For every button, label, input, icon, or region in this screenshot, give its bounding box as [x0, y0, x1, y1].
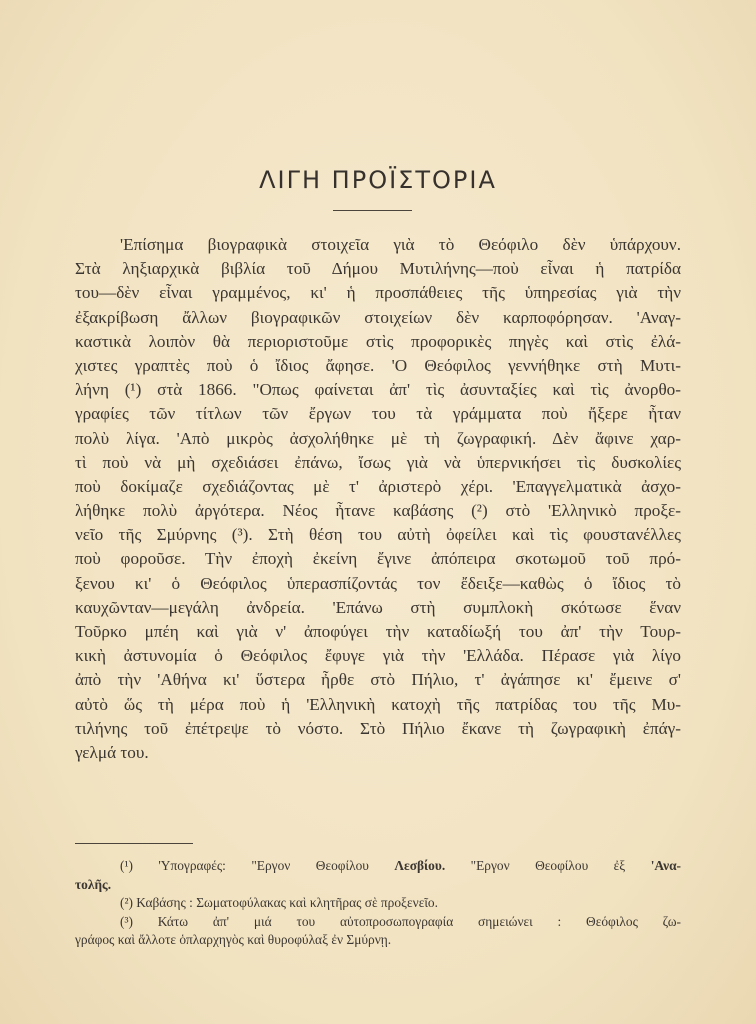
body-line: καυχῶνταν—μεγάλη ἀνδρεία. 'Επάνω στὴ συμπλοκὴ σκότωσε ἕναν — [75, 597, 681, 617]
footnote-divider — [75, 843, 193, 844]
footnote-3: (³) Κάτω ἀπ' μιά του αὐτοπροσωπογραφία σημειώνει : Θεόφιλος ζω- — [120, 913, 681, 929]
body-line: τὶ ποὺ νὰ μὴ σχεδιάσει ἐπάνω, ἴσως γιὰ νὰ ὑπερνικήσει τὶς δυσκολίες — [75, 452, 681, 472]
title-divider — [333, 210, 412, 211]
body-line: λήθηκε πολὺ ἀργότερα. Νέος ἦτανε καβάσης (²) στὸ 'Ελληνικὸ προξε- — [75, 501, 681, 521]
footnotes — [75, 857, 681, 950]
body-line: πολὺ λίγα. 'Απὸ μικρὸς ἀσχολήθηκε μὲ τὴ ζωγραφική. Δὲν ἄφινε χαρ- — [75, 428, 681, 448]
body-text — [75, 233, 681, 765]
body-line: κικὴ ἀστυνομία ὁ Θεόφιλος ἔφυγε γιὰ τὴν 'Ελλάδα. Πέρασε γιὰ λίγο — [75, 646, 681, 666]
body-line: ἀπὸ τὴν 'Αθήνα κι' ὕστερα ἦρθε στὸ Πήλιο, τ' ἀγάπησε κι' ἔμεινε σ' — [75, 670, 681, 690]
body-line: νεῖο τῆς Σμύρνης (³). Στὴ θέση του αὐτὴ ὀφείλει καὶ τὶς φουστανέλλες — [75, 525, 681, 545]
footnote-1-cont: τολῆς. — [75, 876, 112, 892]
footnote-1: (¹) 'Υπογραφές: "Εργον Θεοφίλου Λεσβίου. "Εργον Θεοφίλου ἐξ 'Ανα- — [120, 858, 682, 873]
body-line: 'Επίσημα βιογραφικὰ στοιχεῖα γιὰ τὸ Θεόφιλο δὲν ὑπάρχουν. — [120, 235, 681, 254]
body-line: ποὺ φοροῦσε. Τὴν ἐποχὴ ἐκείνη ἔγινε ἀπόπειρα σκοτωμοῦ τοῦ πρό- — [75, 549, 681, 569]
body-line: ξενου κι' ὁ Θεόφιλος ὑπερασπίζοντάς τον ἔδειξε—καθὼς ὁ ἴδιος τὸ — [75, 573, 681, 593]
body-line: του—δὲν εἶναι γραμμένος, κι' ἡ προσπάθειες τῆς ὑπηρεσίας γιὰ τὴν — [75, 283, 681, 303]
body-line: γελμά του. — [75, 742, 149, 762]
body-line: ἐξακρίβωση ἄλλων βιογραφικῶν στοιχείων δὲν καρποφόρησαν. 'Αναγ- — [75, 307, 681, 327]
body-line: γραφίες τῶν τίτλων τῶν ἔργων του τὰ γράμματα ποὺ ἤξερε ἦταν — [75, 404, 681, 424]
chapter-title: ΛΙΓΗ ΠΡΟΪΣΤΟΡΙΑ — [259, 166, 497, 194]
body-line: Τοῦρκο μπέη καὶ γιὰ ν' ἀποφύγει τὴν καταδίωξή του ἀπ' τὴν Τουρ- — [75, 622, 681, 641]
body-line: Στὰ ληξιαρχικὰ βιβλία τοῦ Δήμου Μυτιλήνης—ποὺ εἶναι ἡ πατρίδα — [75, 259, 681, 279]
body-line: καστικὰ λοιπὸν θὰ περιοριστοῦμε στὶς προφορικὲς πηγὲς καὶ στὶς ἐλά- — [75, 331, 681, 351]
body-line: τιλήνης τοῦ ἐπέτρεψε τὸ νόστο. Στὸ Πήλιο ἔκανε τὴ ζωγραφικὴ ἐπάγ- — [75, 718, 681, 738]
body-line: ποὺ δοκίμαζε σχεδιάζοντας μὲ τ' ἀριστερὸ χέρι. 'Επαγγελματικὰ ἀσχο- — [75, 476, 681, 496]
footnote-3-cont: γράφος καὶ ἄλλοτε ὁπλαρχηγὸς καὶ θυροφύλαξ ἐν Σμύρνῃ. — [75, 932, 392, 947]
footnote-2: (²) Καβάσης : Σωματοφύλακας καὶ κλητῆρας σὲ προξενεῖο. — [120, 895, 438, 910]
body-line: λήνη (¹) στὰ 1866. "Οπως φαίνεται ἀπ' τὶς ἀσυνταξίες καὶ τὶς ἀνορθο- — [75, 380, 681, 400]
body-line: χιστες γραπτὲς ποὺ ὁ ἴδιος ἄφησε. 'Ο Θεόφιλος γεννήθηκε στὴ Μυτι- — [75, 355, 681, 375]
body-line: αὐτὸ ὥς τὴ μέρα ποὺ ἡ 'Ελληνικὴ κατοχὴ τῆς πατρίδας του τῆς Μυ- — [75, 694, 681, 714]
